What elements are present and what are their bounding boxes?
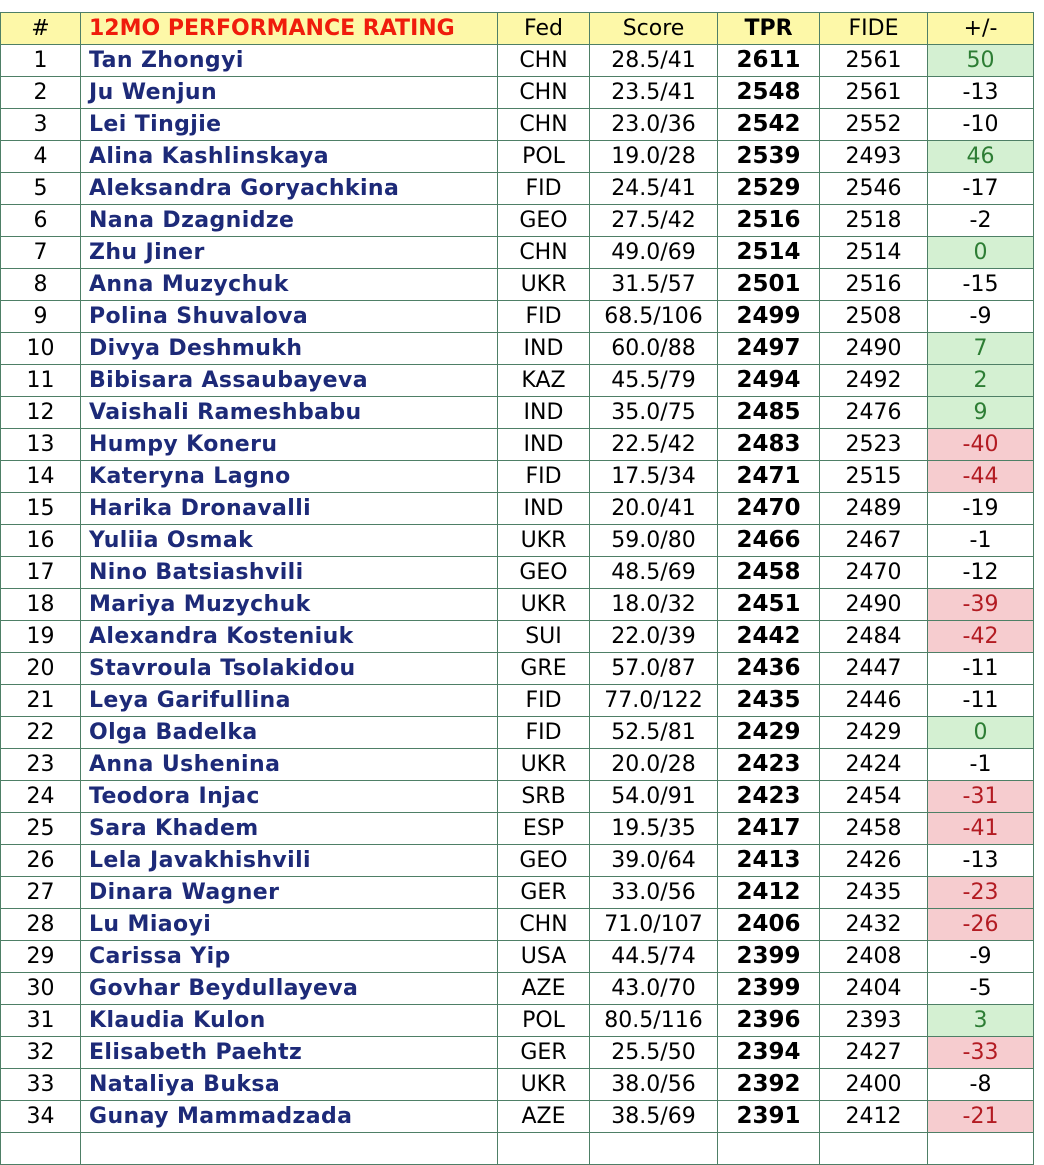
rank-cell[interactable]: 4 xyxy=(1,141,81,173)
rank-cell[interactable]: 28 xyxy=(1,909,81,941)
score-cell[interactable]: 77.0/122 xyxy=(590,685,718,717)
rating-diff-cell[interactable]: 46 xyxy=(928,141,1034,173)
score-cell[interactable]: 54.0/91 xyxy=(590,781,718,813)
table-row xyxy=(1,173,1034,205)
player-name-cell[interactable]: Aleksandra Goryachkina xyxy=(81,173,498,205)
rating-diff-cell[interactable]: -42 xyxy=(928,621,1034,653)
rating-diff-cell[interactable]: -26 xyxy=(928,909,1034,941)
fide-rating-cell[interactable]: 2518 xyxy=(820,205,928,237)
rank-cell[interactable]: 16 xyxy=(1,525,81,557)
fide-rating-cell[interactable]: 2427 xyxy=(820,1037,928,1069)
fide-rating-cell[interactable]: 2546 xyxy=(820,173,928,205)
fide-rating-cell[interactable]: 2492 xyxy=(820,365,928,397)
fide-rating-cell[interactable]: 2426 xyxy=(820,845,928,877)
rank-cell[interactable]: 15 xyxy=(1,493,81,525)
federation-cell[interactable]: FID xyxy=(498,717,590,749)
table-row xyxy=(1,397,1034,429)
tpr-cell[interactable]: 2423 xyxy=(718,749,820,781)
rank-cell[interactable]: 27 xyxy=(1,877,81,909)
rating-diff-cell[interactable]: -11 xyxy=(928,653,1034,685)
federation-cell[interactable]: GER xyxy=(498,877,590,909)
score-cell[interactable]: 25.5/50 xyxy=(590,1037,718,1069)
rating-diff-cell[interactable]: 50 xyxy=(928,45,1034,77)
score-cell[interactable]: 38.5/69 xyxy=(590,1101,718,1133)
player-name-cell[interactable]: Anna Ushenina xyxy=(81,749,498,781)
rating-diff-cell[interactable]: 0 xyxy=(928,237,1034,269)
table-row xyxy=(1,301,1034,333)
rank-cell[interactable]: 3 xyxy=(1,109,81,141)
player-name-cell[interactable]: Humpy Koneru xyxy=(81,429,498,461)
player-name-cell[interactable]: Lu Miaoyi xyxy=(81,909,498,941)
federation-cell[interactable]: UKR xyxy=(498,589,590,621)
federation-cell[interactable]: ESP xyxy=(498,813,590,845)
federation-cell[interactable]: GER xyxy=(498,1037,590,1069)
player-name-cell[interactable]: Vaishali Rameshbabu xyxy=(81,397,498,429)
rating-diff-cell[interactable]: 3 xyxy=(928,1005,1034,1037)
rank-cell[interactable]: 8 xyxy=(1,269,81,301)
rating-diff-cell[interactable]: -2 xyxy=(928,205,1034,237)
score-cell[interactable]: 31.5/57 xyxy=(590,269,718,301)
rank-cell[interactable]: 31 xyxy=(1,1005,81,1037)
rank-cell[interactable]: 32 xyxy=(1,1037,81,1069)
table-row xyxy=(1,621,1034,653)
fide-rating-cell[interactable]: 2435 xyxy=(820,877,928,909)
table-row xyxy=(1,493,1034,525)
rating-diff-cell[interactable]: -13 xyxy=(928,77,1034,109)
score-cell[interactable]: 80.5/116 xyxy=(590,1005,718,1037)
fide-rating-cell[interactable]: 2429 xyxy=(820,717,928,749)
table-row xyxy=(1,717,1034,749)
tpr-cell[interactable]: 2529 xyxy=(718,173,820,205)
federation-cell[interactable]: FID xyxy=(498,173,590,205)
federation-cell[interactable]: CHN xyxy=(498,77,590,109)
rank-cell[interactable]: 6 xyxy=(1,205,81,237)
rank-cell[interactable]: 33 xyxy=(1,1069,81,1101)
tpr-cell[interactable]: 2451 xyxy=(718,589,820,621)
table-row xyxy=(1,141,1034,173)
federation-cell[interactable]: POL xyxy=(498,141,590,173)
player-name-cell[interactable]: Anna Muzychuk xyxy=(81,269,498,301)
federation-cell[interactable]: IND xyxy=(498,493,590,525)
fide-rating-cell[interactable]: 2514 xyxy=(820,237,928,269)
tpr-cell[interactable]: 2399 xyxy=(718,973,820,1005)
fide-rating-cell[interactable]: 2552 xyxy=(820,109,928,141)
table-row xyxy=(1,877,1034,909)
rating-diff-cell[interactable]: 7 xyxy=(928,333,1034,365)
player-name-cell[interactable]: Lei Tingjie xyxy=(81,109,498,141)
fide-rating-cell[interactable]: 2508 xyxy=(820,301,928,333)
tpr-cell[interactable]: 2399 xyxy=(718,941,820,973)
fide-rating-cell[interactable]: 2523 xyxy=(820,429,928,461)
rank-cell[interactable]: 7 xyxy=(1,237,81,269)
federation-cell[interactable]: CHN xyxy=(498,109,590,141)
score-cell[interactable]: 49.0/69 xyxy=(590,237,718,269)
tpr-cell[interactable]: 2423 xyxy=(718,781,820,813)
fide-rating-cell[interactable]: 2490 xyxy=(820,333,928,365)
player-name-cell[interactable]: Yuliia Osmak xyxy=(81,525,498,557)
rating-diff-cell[interactable]: 0 xyxy=(928,717,1034,749)
federation-cell[interactable]: IND xyxy=(498,429,590,461)
table-row xyxy=(1,557,1034,589)
rating-diff-cell[interactable]: -23 xyxy=(928,877,1034,909)
header-diff[interactable]: +/- xyxy=(928,13,1034,45)
player-name-cell[interactable]: Ju Wenjun xyxy=(81,77,498,109)
fide-rating-cell[interactable]: 2493 xyxy=(820,141,928,173)
score-cell[interactable]: 27.5/42 xyxy=(590,205,718,237)
fide-rating-cell[interactable]: 2446 xyxy=(820,685,928,717)
rating-diff-cell[interactable]: -41 xyxy=(928,813,1034,845)
tpr-cell[interactable]: 2406 xyxy=(718,909,820,941)
rating-diff-cell[interactable]: -5 xyxy=(928,973,1034,1005)
rating-diff-cell[interactable]: -21 xyxy=(928,1101,1034,1133)
tpr-cell[interactable]: 2436 xyxy=(718,653,820,685)
fide-rating-cell[interactable]: 2458 xyxy=(820,813,928,845)
tpr-cell[interactable]: 2413 xyxy=(718,845,820,877)
tpr-cell[interactable]: 2542 xyxy=(718,109,820,141)
empty-cell[interactable] xyxy=(81,1133,498,1165)
tpr-cell[interactable]: 2429 xyxy=(718,717,820,749)
player-name-cell[interactable]: Harika Dronavalli xyxy=(81,493,498,525)
federation-cell[interactable]: FID xyxy=(498,685,590,717)
rank-cell[interactable]: 10 xyxy=(1,333,81,365)
fide-rating-cell[interactable]: 2412 xyxy=(820,1101,928,1133)
federation-cell[interactable]: IND xyxy=(498,333,590,365)
tpr-cell[interactable]: 2514 xyxy=(718,237,820,269)
score-cell[interactable]: 43.0/70 xyxy=(590,973,718,1005)
rating-diff-cell[interactable]: -1 xyxy=(928,749,1034,781)
player-name-cell[interactable]: Nataliya Buksa xyxy=(81,1069,498,1101)
score-cell[interactable]: 18.0/32 xyxy=(590,589,718,621)
tpr-cell[interactable]: 2499 xyxy=(718,301,820,333)
rating-diff-cell[interactable]: -13 xyxy=(928,845,1034,877)
fide-rating-cell[interactable]: 2484 xyxy=(820,621,928,653)
rating-diff-cell[interactable]: -31 xyxy=(928,781,1034,813)
player-name-cell[interactable]: Alexandra Kosteniuk xyxy=(81,621,498,653)
federation-cell[interactable]: KAZ xyxy=(498,365,590,397)
tpr-cell[interactable]: 2412 xyxy=(718,877,820,909)
federation-cell[interactable]: UKR xyxy=(498,269,590,301)
tpr-cell[interactable]: 2539 xyxy=(718,141,820,173)
rank-cell[interactable]: 11 xyxy=(1,365,81,397)
table-row xyxy=(1,909,1034,941)
tpr-cell[interactable]: 2391 xyxy=(718,1101,820,1133)
fide-rating-cell[interactable]: 2490 xyxy=(820,589,928,621)
score-cell[interactable]: 33.0/56 xyxy=(590,877,718,909)
empty-cell[interactable] xyxy=(1,1133,81,1165)
rank-cell[interactable]: 20 xyxy=(1,653,81,685)
rank-cell[interactable]: 5 xyxy=(1,173,81,205)
score-cell[interactable]: 38.0/56 xyxy=(590,1069,718,1101)
rank-cell[interactable]: 22 xyxy=(1,717,81,749)
federation-cell[interactable]: SRB xyxy=(498,781,590,813)
player-name-cell[interactable]: Tan Zhongyi xyxy=(81,45,498,77)
rank-cell[interactable]: 30 xyxy=(1,973,81,1005)
table-row xyxy=(1,461,1034,493)
rank-cell[interactable]: 14 xyxy=(1,461,81,493)
fide-rating-cell[interactable]: 2424 xyxy=(820,749,928,781)
federation-cell[interactable]: SUI xyxy=(498,621,590,653)
score-cell[interactable]: 23.0/36 xyxy=(590,109,718,141)
player-name-cell[interactable]: Bibisara Assaubayeva xyxy=(81,365,498,397)
table-row xyxy=(1,749,1034,781)
federation-cell[interactable]: CHN xyxy=(498,45,590,77)
fide-rating-cell[interactable]: 2400 xyxy=(820,1069,928,1101)
federation-cell[interactable]: GEO xyxy=(498,205,590,237)
score-cell[interactable]: 52.5/81 xyxy=(590,717,718,749)
score-cell[interactable]: 44.5/74 xyxy=(590,941,718,973)
rank-cell[interactable]: 34 xyxy=(1,1101,81,1133)
table-row xyxy=(1,237,1034,269)
score-cell[interactable]: 19.0/28 xyxy=(590,141,718,173)
score-cell[interactable]: 35.0/75 xyxy=(590,397,718,429)
player-name-cell[interactable]: Gunay Mammadzada xyxy=(81,1101,498,1133)
rating-diff-cell[interactable]: -8 xyxy=(928,1069,1034,1101)
table-row xyxy=(1,941,1034,973)
score-cell[interactable]: 28.5/41 xyxy=(590,45,718,77)
rating-diff-cell[interactable]: -9 xyxy=(928,941,1034,973)
table-row xyxy=(1,109,1034,141)
score-cell[interactable]: 19.5/35 xyxy=(590,813,718,845)
player-name-cell[interactable]: Lela Javakhishvili xyxy=(81,845,498,877)
rank-cell[interactable]: 26 xyxy=(1,845,81,877)
fide-rating-cell[interactable]: 2467 xyxy=(820,525,928,557)
federation-cell[interactable]: CHN xyxy=(498,237,590,269)
tpr-cell[interactable]: 2394 xyxy=(718,1037,820,1069)
federation-cell[interactable]: GEO xyxy=(498,557,590,589)
empty-cell[interactable] xyxy=(928,1133,1034,1165)
player-name-cell[interactable]: Zhu Jiner xyxy=(81,237,498,269)
tpr-cell[interactable]: 2501 xyxy=(718,269,820,301)
player-name-cell[interactable]: Divya Deshmukh xyxy=(81,333,498,365)
fide-rating-cell[interactable]: 2393 xyxy=(820,1005,928,1037)
player-name-cell[interactable]: Nana Dzagnidze xyxy=(81,205,498,237)
score-cell[interactable]: 60.0/88 xyxy=(590,333,718,365)
score-cell[interactable]: 59.0/80 xyxy=(590,525,718,557)
tpr-cell[interactable]: 2516 xyxy=(718,205,820,237)
score-cell[interactable]: 24.5/41 xyxy=(590,173,718,205)
table-row xyxy=(1,1101,1034,1133)
rating-diff-cell[interactable]: -12 xyxy=(928,557,1034,589)
table-row xyxy=(1,525,1034,557)
rank-cell[interactable]: 21 xyxy=(1,685,81,717)
fide-rating-cell[interactable]: 2404 xyxy=(820,973,928,1005)
tpr-cell[interactable]: 2485 xyxy=(718,397,820,429)
table-row xyxy=(1,429,1034,461)
player-name-cell[interactable]: Olga Badelka xyxy=(81,717,498,749)
federation-cell[interactable]: CHN xyxy=(498,909,590,941)
federation-cell[interactable]: AZE xyxy=(498,973,590,1005)
rating-diff-cell[interactable]: -44 xyxy=(928,461,1034,493)
federation-cell[interactable]: GRE xyxy=(498,653,590,685)
table-row xyxy=(1,813,1034,845)
federation-cell[interactable]: USA xyxy=(498,941,590,973)
tpr-cell[interactable]: 2392 xyxy=(718,1069,820,1101)
fide-rating-cell[interactable]: 2489 xyxy=(820,493,928,525)
fide-rating-cell[interactable]: 2561 xyxy=(820,77,928,109)
rating-diff-cell[interactable]: -40 xyxy=(928,429,1034,461)
performance-rating-table xyxy=(0,12,1034,1165)
federation-cell[interactable]: IND xyxy=(498,397,590,429)
score-cell[interactable]: 71.0/107 xyxy=(590,909,718,941)
table-row xyxy=(1,589,1034,621)
tpr-cell[interactable]: 2471 xyxy=(718,461,820,493)
rating-diff-cell[interactable]: -11 xyxy=(928,685,1034,717)
player-name-cell[interactable]: Govhar Beydullayeva xyxy=(81,973,498,1005)
tpr-cell[interactable]: 2494 xyxy=(718,365,820,397)
header-title[interactable]: 12MO PERFORMANCE RATING xyxy=(81,13,498,45)
tpr-cell[interactable]: 2417 xyxy=(718,813,820,845)
fide-rating-cell[interactable]: 2454 xyxy=(820,781,928,813)
header-fide[interactable]: FIDE xyxy=(820,13,928,45)
score-cell[interactable]: 20.0/41 xyxy=(590,493,718,525)
federation-cell[interactable]: UKR xyxy=(498,749,590,781)
player-name-cell[interactable]: Kateryna Lagno xyxy=(81,461,498,493)
rank-cell[interactable]: 2 xyxy=(1,77,81,109)
table-row xyxy=(1,973,1034,1005)
score-cell[interactable]: 57.0/87 xyxy=(590,653,718,685)
score-cell[interactable]: 23.5/41 xyxy=(590,77,718,109)
table-row xyxy=(1,653,1034,685)
player-name-cell[interactable]: Nino Batsiashvili xyxy=(81,557,498,589)
rating-diff-cell[interactable]: -1 xyxy=(928,525,1034,557)
score-cell[interactable]: 17.5/34 xyxy=(590,461,718,493)
tpr-cell[interactable]: 2548 xyxy=(718,77,820,109)
rank-cell[interactable]: 19 xyxy=(1,621,81,653)
rank-cell[interactable]: 18 xyxy=(1,589,81,621)
rank-cell[interactable]: 17 xyxy=(1,557,81,589)
player-name-cell[interactable]: Klaudia Kulon xyxy=(81,1005,498,1037)
table-row xyxy=(1,365,1034,397)
table-row xyxy=(1,1069,1034,1101)
federation-cell[interactable]: FID xyxy=(498,301,590,333)
table-row xyxy=(1,845,1034,877)
empty-cell[interactable] xyxy=(590,1133,718,1165)
empty-cell[interactable] xyxy=(718,1133,820,1165)
player-name-cell[interactable]: Polina Shuvalova xyxy=(81,301,498,333)
federation-cell[interactable]: GEO xyxy=(498,845,590,877)
player-name-cell[interactable]: Mariya Muzychuk xyxy=(81,589,498,621)
rank-cell[interactable]: 13 xyxy=(1,429,81,461)
header-rank[interactable]: # xyxy=(1,13,81,45)
header-tpr[interactable]: TPR xyxy=(718,13,820,45)
tpr-cell[interactable]: 2497 xyxy=(718,333,820,365)
table-row xyxy=(1,333,1034,365)
rank-cell[interactable]: 12 xyxy=(1,397,81,429)
tpr-cell[interactable]: 2483 xyxy=(718,429,820,461)
rating-diff-cell[interactable]: 9 xyxy=(928,397,1034,429)
rank-cell[interactable]: 1 xyxy=(1,45,81,77)
player-name-cell[interactable]: Teodora Injac xyxy=(81,781,498,813)
federation-cell[interactable]: AZE xyxy=(498,1101,590,1133)
tpr-cell[interactable]: 2470 xyxy=(718,493,820,525)
score-cell[interactable]: 22.5/42 xyxy=(590,429,718,461)
tpr-cell[interactable]: 2611 xyxy=(718,45,820,77)
rank-cell[interactable]: 9 xyxy=(1,301,81,333)
fide-rating-cell[interactable]: 2476 xyxy=(820,397,928,429)
rating-diff-cell[interactable]: -15 xyxy=(928,269,1034,301)
table-row xyxy=(1,1005,1034,1037)
federation-cell[interactable]: FID xyxy=(498,461,590,493)
tpr-cell[interactable]: 2396 xyxy=(718,1005,820,1037)
table-row xyxy=(1,685,1034,717)
rating-diff-cell[interactable]: -19 xyxy=(928,493,1034,525)
fide-rating-cell[interactable]: 2408 xyxy=(820,941,928,973)
federation-cell[interactable]: UKR xyxy=(498,525,590,557)
tpr-cell[interactable]: 2458 xyxy=(718,557,820,589)
table-row xyxy=(1,77,1034,109)
empty-cell[interactable] xyxy=(820,1133,928,1165)
score-cell[interactable]: 39.0/64 xyxy=(590,845,718,877)
score-cell[interactable]: 48.5/69 xyxy=(590,557,718,589)
table-row xyxy=(1,269,1034,301)
rating-diff-cell[interactable]: -17 xyxy=(928,173,1034,205)
fide-rating-cell[interactable]: 2515 xyxy=(820,461,928,493)
tpr-cell[interactable]: 2442 xyxy=(718,621,820,653)
fide-rating-cell[interactable]: 2561 xyxy=(820,45,928,77)
player-name-cell[interactable]: Leya Garifullina xyxy=(81,685,498,717)
fide-rating-cell[interactable]: 2447 xyxy=(820,653,928,685)
federation-cell[interactable]: UKR xyxy=(498,1069,590,1101)
rating-diff-cell[interactable]: -10 xyxy=(928,109,1034,141)
rank-cell[interactable]: 25 xyxy=(1,813,81,845)
rating-diff-cell[interactable]: -9 xyxy=(928,301,1034,333)
table-row xyxy=(1,781,1034,813)
score-cell[interactable]: 68.5/106 xyxy=(590,301,718,333)
rank-cell[interactable]: 23 xyxy=(1,749,81,781)
rating-diff-cell[interactable]: 2 xyxy=(928,365,1034,397)
player-name-cell[interactable]: Alina Kashlinskaya xyxy=(81,141,498,173)
player-name-cell[interactable]: Carissa Yip xyxy=(81,941,498,973)
rating-diff-cell[interactable]: -39 xyxy=(928,589,1034,621)
tpr-cell[interactable]: 2466 xyxy=(718,525,820,557)
player-name-cell[interactable]: Sara Khadem xyxy=(81,813,498,845)
federation-cell[interactable]: POL xyxy=(498,1005,590,1037)
rank-cell[interactable]: 29 xyxy=(1,941,81,973)
score-cell[interactable]: 20.0/28 xyxy=(590,749,718,781)
fide-rating-cell[interactable]: 2470 xyxy=(820,557,928,589)
empty-row xyxy=(1,1133,1034,1165)
table-row xyxy=(1,205,1034,237)
rating-diff-cell[interactable]: -33 xyxy=(928,1037,1034,1069)
rank-cell[interactable]: 24 xyxy=(1,781,81,813)
score-cell[interactable]: 22.0/39 xyxy=(590,621,718,653)
tpr-cell[interactable]: 2435 xyxy=(718,685,820,717)
fide-rating-cell[interactable]: 2432 xyxy=(820,909,928,941)
empty-cell[interactable] xyxy=(498,1133,590,1165)
header-row xyxy=(1,13,1034,45)
table-row xyxy=(1,1037,1034,1069)
player-name-cell[interactable]: Stavroula Tsolakidou xyxy=(81,653,498,685)
fide-rating-cell[interactable]: 2516 xyxy=(820,269,928,301)
score-cell[interactable]: 45.5/79 xyxy=(590,365,718,397)
header-fed[interactable]: Fed xyxy=(498,13,590,45)
player-name-cell[interactable]: Dinara Wagner xyxy=(81,877,498,909)
player-name-cell[interactable]: Elisabeth Paehtz xyxy=(81,1037,498,1069)
table-row xyxy=(1,45,1034,77)
header-score[interactable]: Score xyxy=(590,13,718,45)
